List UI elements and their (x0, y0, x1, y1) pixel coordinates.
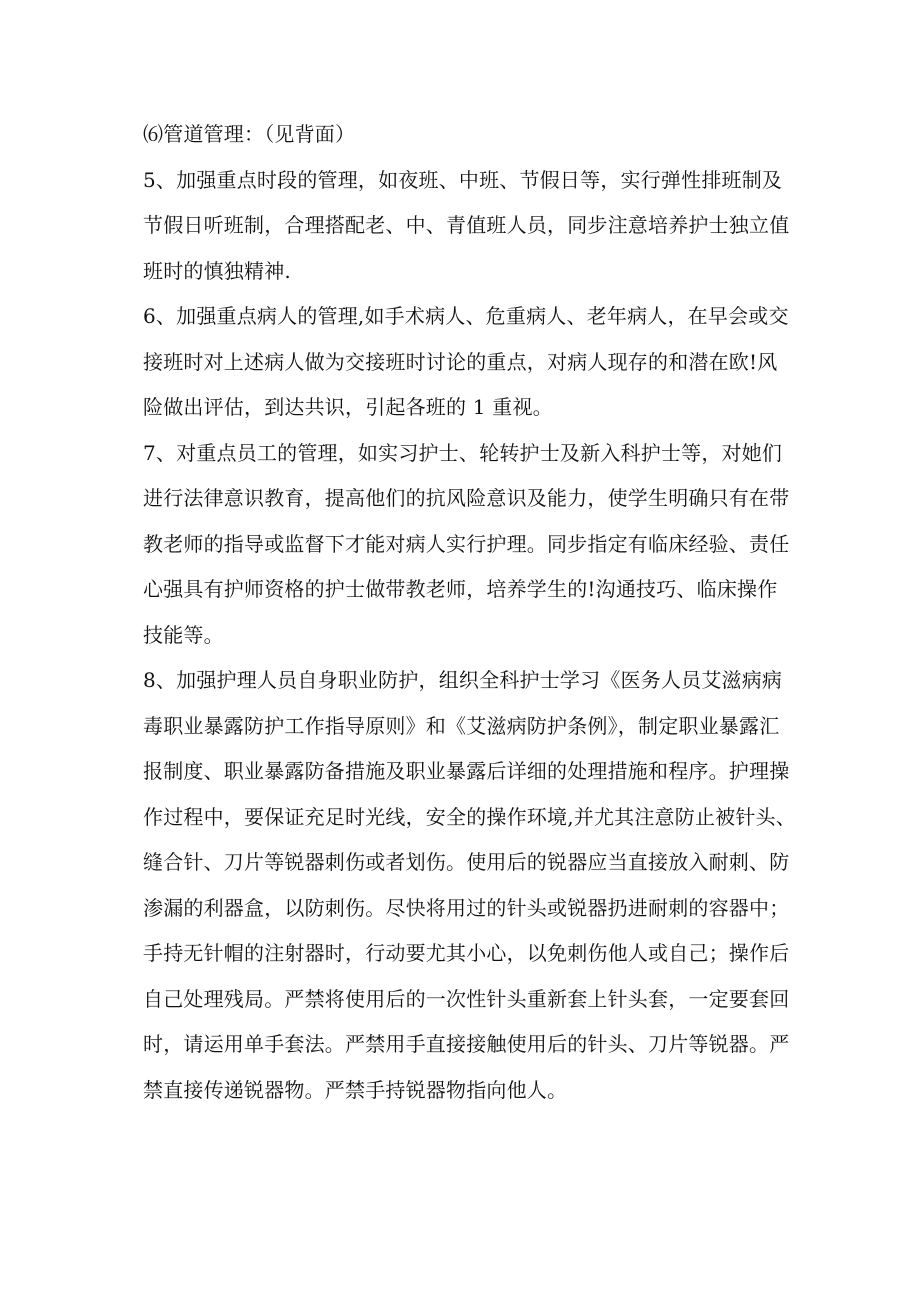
text-line: 接班时对上述病人做为交接班时讨论的重点，对病人现存的和潜在欧!风 (143, 349, 778, 374)
text-line: 节假日听班制，合理搭配老、中、青值班人员，同步注意培养护士独立值 (143, 213, 790, 237)
text-line: 险做出评估，到达共识，引起各班的 1 重视。 (143, 395, 553, 419)
text-line: 5、加强重点时段的管理，如夜班、中班、节假日等，实行弹性排班制及 (143, 167, 783, 192)
text-line: 缝合针、刀片等锐器刺伤或者划伤。使用后的锐器应当直接放入耐刺、防 (143, 850, 790, 874)
text-line: 渗漏的利器盒，以防刺伤。尽快将用过的针头或锐器扔进耐刺的容器中； (143, 895, 790, 920)
paragraph-pipeline-management (143, 112, 800, 158)
paragraph-key-periods (143, 158, 800, 295)
text-line: 禁直接传递锐器物。严禁手持锐器物指向他人。 (143, 1077, 568, 1102)
text-line: 作过程中，要保证充足时光线，安全的操作环境,并尤其注意防止被针头、 (143, 804, 796, 829)
text-line: 自己处理残局。严禁将使用后的一次性针头重新套上针头套，一定要套回 (143, 986, 790, 1011)
text-line: 6、加强重点病人的管理,如手术病人、危重病人、老年病人，在早会或交 (143, 304, 789, 328)
paragraph-key-patients (143, 294, 800, 431)
text-line: 时，请运用单手套法。严禁用手直接接触使用后的针头、刀片等锐器。严 (143, 1032, 790, 1056)
text-line: 手持无针帽的注射器时，行动要尤其小心，以免刺伤他人或自己；操作后 (143, 941, 790, 965)
text-line: 毒职业暴露防护工作指导原则》和《艾滋病防护条例》，制定职业暴露汇 (143, 713, 780, 738)
paragraph-occupational-protection (143, 658, 800, 1113)
text-line: 班时的慎独精神. (143, 258, 291, 283)
text-line: 8、加强护理人员自身职业防护，组织全科护士学习《医务人员艾滋病病 (143, 668, 783, 692)
text-line: 教老师的指导或监督下才能对病人实行护理。同步指定有临床经验、责任 (143, 531, 790, 556)
text-line: ⑹管道管理：（见背面） (143, 122, 356, 146)
text-line: 进行法律意识教育，提高他们的抗风险意识及能力，使学生明确只有在带 (143, 486, 790, 510)
text-line: 心强具有护师资格的护士做带教老师，培养学生的!沟通技巧、临床操作 (143, 577, 778, 601)
text-line: 技能等。 (143, 622, 224, 647)
text-line: 报制度、职业暴露防备措施及职业暴露后详细的处理措施和程序。护理操 (143, 759, 790, 783)
text-line: 7、对重点员工的管理，如实习护士、轮转护士及新入科护士等，对她们 (143, 440, 783, 465)
paragraph-key-staff (143, 431, 800, 659)
